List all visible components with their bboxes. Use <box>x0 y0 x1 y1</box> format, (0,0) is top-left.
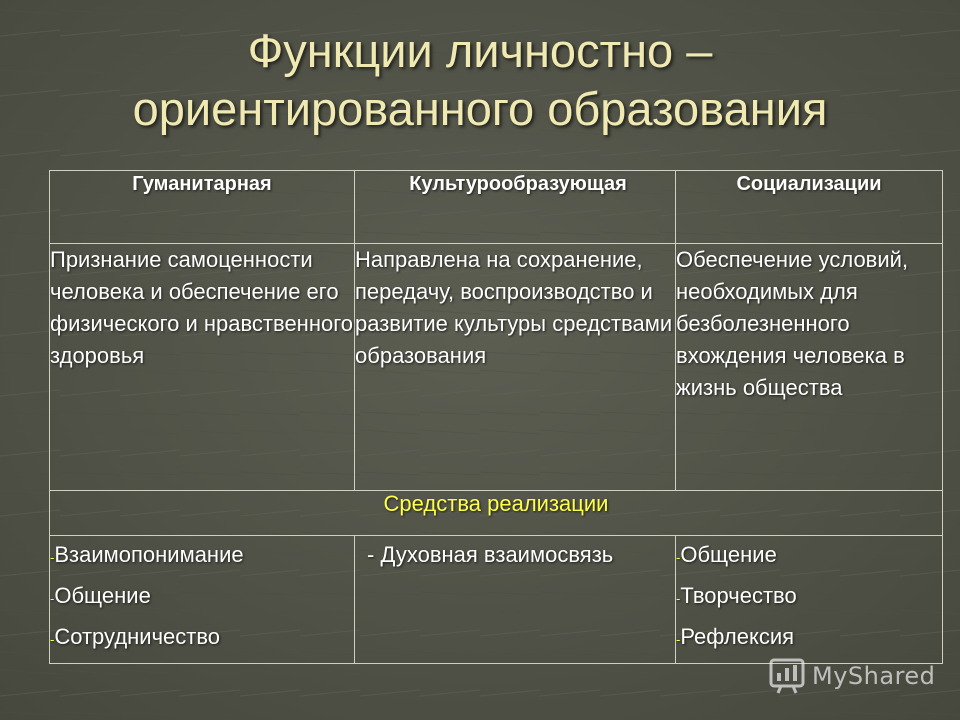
description-row <box>50 244 943 491</box>
functions-table <box>49 170 943 664</box>
section-row <box>50 491 943 536</box>
header-row <box>50 171 943 244</box>
description-humanitarian: Признание самоценности человека и обеспечение его физического и нравственного здоровья <box>50 244 355 491</box>
means-item <box>50 618 354 659</box>
title-line-2: ориентированного образования <box>132 82 828 135</box>
means-text: Общение <box>680 542 777 567</box>
means-humanitarian <box>50 536 355 664</box>
dash-marker: - <box>676 550 681 565</box>
means-text: Творчество <box>680 583 797 608</box>
myshared-logo-icon <box>768 657 806 695</box>
means-item <box>676 618 942 659</box>
header-socialization: Социализации <box>676 171 943 244</box>
description-culture-forming: Направлена на сохранение, передачу, воспроизводство и развитие культуры средствами образования <box>355 244 676 491</box>
means-text: Взаимопонимание <box>54 542 244 567</box>
slide-title <box>40 22 920 138</box>
dash-marker: - <box>676 591 681 606</box>
watermark-text: MyShared <box>812 662 936 690</box>
title-line-1: Функции личностно – <box>247 24 713 77</box>
means-row <box>50 536 943 664</box>
dash-marker: - <box>50 591 55 606</box>
means-item <box>367 536 675 574</box>
means-item <box>676 577 942 618</box>
means-item <box>50 536 354 577</box>
dash-marker: - <box>50 550 55 565</box>
means-culture-forming <box>355 536 676 664</box>
means-text: Сотрудничество <box>54 624 221 649</box>
description-socialization: Обеспечение условий, необходимых для безболезненного вхождения человека в жизнь общества <box>676 244 943 491</box>
means-prefix: - <box>367 542 381 567</box>
means-socialization <box>676 536 943 664</box>
dash-marker: - <box>50 632 55 647</box>
header-culture-forming: Культурообразующая <box>355 171 676 244</box>
means-text: Духовная взаимосвязь <box>380 542 614 567</box>
header-humanitarian: Гуманитарная <box>50 171 355 244</box>
means-text: Рефлексия <box>680 624 795 649</box>
means-item <box>676 536 942 577</box>
section-label: Средства реализации <box>50 491 943 536</box>
dash-marker: - <box>676 632 681 647</box>
means-text: Общение <box>54 583 151 608</box>
means-item <box>50 577 354 618</box>
myshared-watermark <box>768 654 935 698</box>
